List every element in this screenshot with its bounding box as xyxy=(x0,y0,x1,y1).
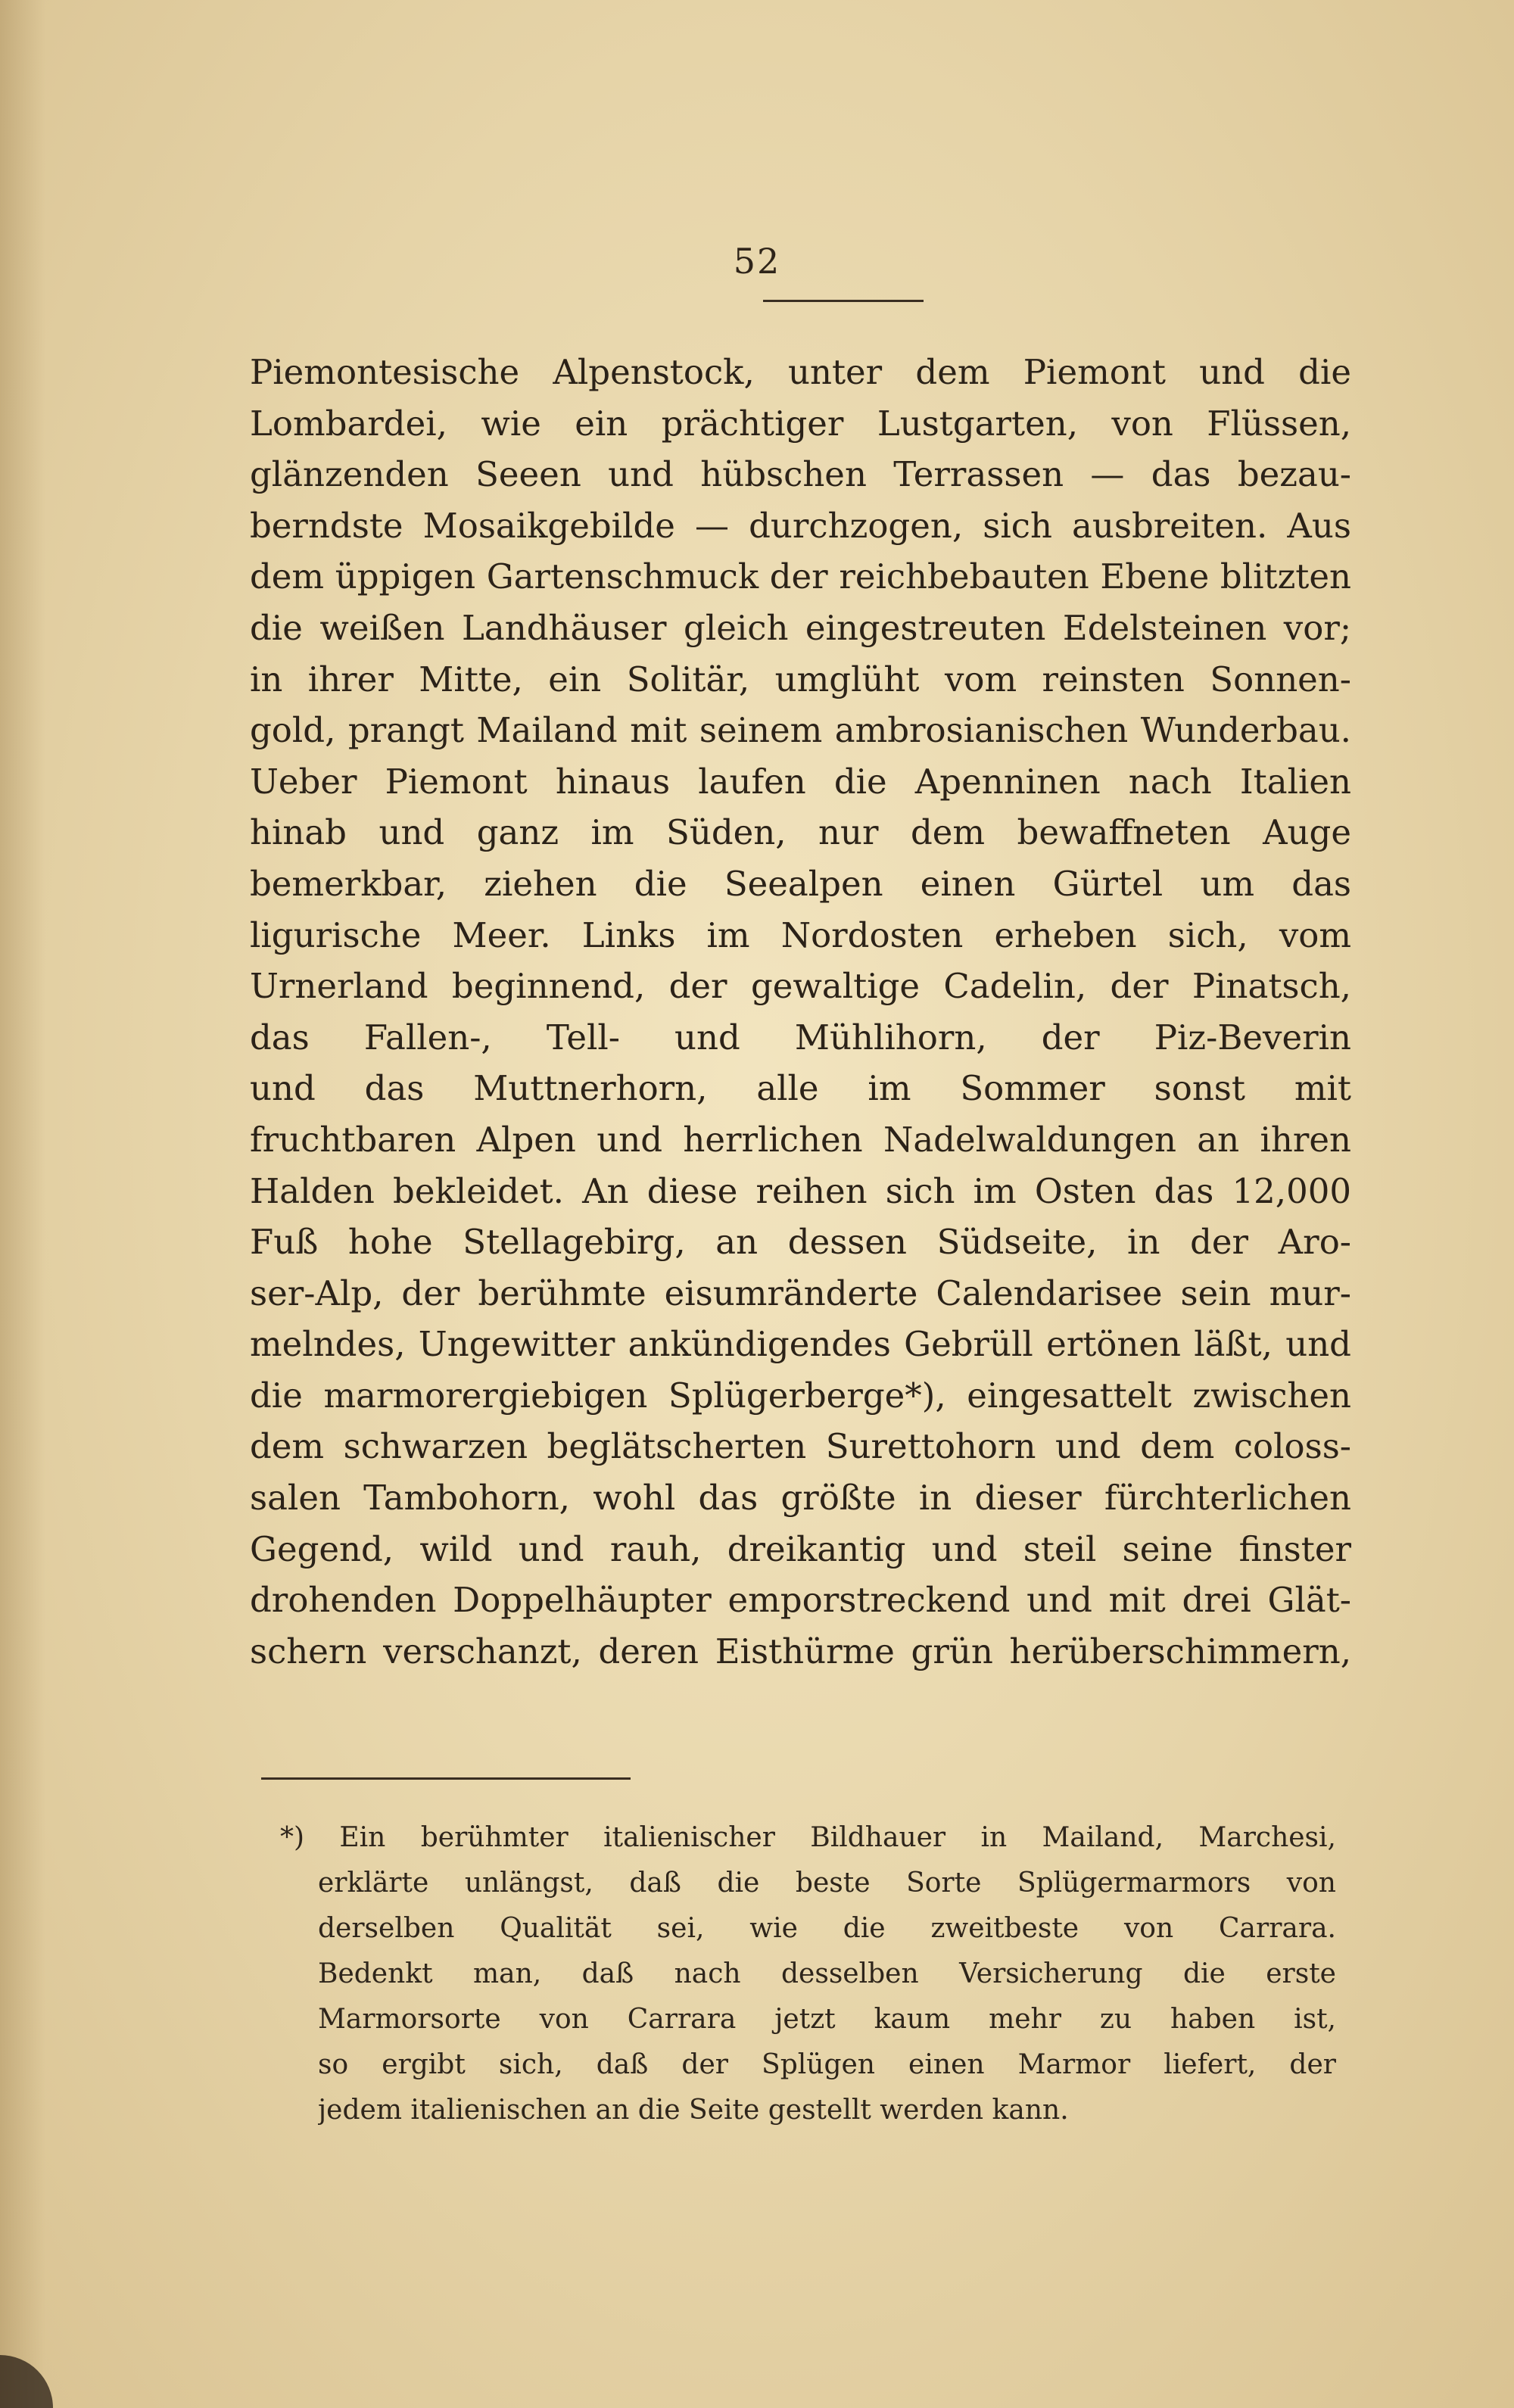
footnote-rule xyxy=(261,1777,631,1780)
text-line: und das Muttnerhorn, alle im Sommer sonst mit xyxy=(250,1068,1351,1109)
text-line: das Fallen-, Tell- und Mühlihorn, der Piz-Beverin xyxy=(250,1017,1351,1058)
footnote-line: Marmorsorte von Carrara jetzt kaum mehr zu haben ist, xyxy=(318,2004,1336,2035)
text-line: schern verschanzt, deren Eisthürme grün herüberschimmern, xyxy=(250,1631,1351,1671)
text-line: Gegend, wild und rauh, dreikantig und steil seine finster xyxy=(250,1528,1351,1569)
text-line: Piemontesische Alpenstock, unter dem Piemont und die xyxy=(250,352,1351,392)
text-line: Halden bekleidet. An diese reihen sich im Osten das 12,000 xyxy=(250,1170,1351,1211)
text-line: salen Tambohorn, wohl das größte in dieser fürchterlichen xyxy=(250,1478,1351,1519)
text-line: ligurische Meer. Links im Nordosten erheben sich, vom xyxy=(250,914,1351,955)
text-line: fruchtbaren Alpen und herrlichen Nadelwaldungen an ihren xyxy=(250,1119,1351,1160)
text-line: in ihrer Mitte, ein Solitär, umglüht vom reinsten Sonnen- xyxy=(250,659,1351,699)
text-line: gold, prangt Mailand mit seinem ambrosianischen Wunderbau. xyxy=(250,710,1351,751)
text-line: bemerkbar, ziehen die Seealpen einen Gürtel um das xyxy=(250,863,1351,904)
footnote-line: so ergibt sich, daß der Splügen einen Marmor liefert, der xyxy=(318,2049,1336,2080)
page-number: 52 xyxy=(733,241,781,282)
text-line: hinab und ganz im Süden, nur dem bewaffneten Auge xyxy=(250,812,1351,853)
footnote-line: derselben Qualität sei, wie die zweitbeste von Carrara. xyxy=(318,1913,1336,1944)
text-line: drohenden Doppelhäupter emporstreckend und mit drei Glät- xyxy=(250,1580,1351,1621)
header-rule xyxy=(763,300,924,302)
footnote xyxy=(280,1815,1336,2133)
text-line: dem üppigen Gartenschmuck der reichbebauten Ebene blitzten xyxy=(250,556,1351,597)
text-line: Urnerland beginnend, der gewaltige Cadelin, der Pinatsch, xyxy=(250,966,1351,1007)
body-text xyxy=(250,347,1351,1677)
text-line: die weißen Landhäuser gleich eingestreuten Edelsteinen vor; xyxy=(250,607,1351,648)
text-line: Fuß hohe Stellagebirg, an dessen Südseite, in der Aro- xyxy=(250,1222,1351,1263)
text-line: die marmorergiebigen Splügerberge*), eingesattelt zwischen xyxy=(250,1375,1351,1416)
footnote-line: erklärte unlängst, daß die beste Sorte Splügermarmors von xyxy=(318,1868,1336,1899)
footnote-line: Bedenkt man, daß nach desselben Versicherung die erste xyxy=(318,1958,1336,1989)
footnote-line: *) Ein berühmter italienischer Bildhauer in Mailand, Marchesi, xyxy=(280,1822,1336,1853)
text-line: berndste Mosaikgebilde — durchzogen, sich ausbreiten. Aus xyxy=(250,505,1351,546)
text-line: ser-Alp, der berühmte eisumränderte Calendarisee sein mur- xyxy=(250,1273,1351,1313)
footnote-line: jedem italienischen an die Seite gestellt werden kann. xyxy=(318,2095,1069,2126)
binding-shadow xyxy=(0,0,45,2408)
text-line: Ueber Piemont hinaus laufen die Apenninen nach Italien xyxy=(250,761,1351,802)
text-line: melndes, Ungewitter ankündigendes Gebrüll ertönen läßt, und xyxy=(250,1324,1351,1365)
text-line: glänzenden Seeen und hübschen Terrassen — das bezau- xyxy=(250,454,1351,495)
text-line: dem schwarzen beglätscherten Surettohorn und dem coloss- xyxy=(250,1426,1351,1467)
text-line: Lombardei, wie ein prächtiger Lustgarten, von Flüssen, xyxy=(250,403,1351,444)
